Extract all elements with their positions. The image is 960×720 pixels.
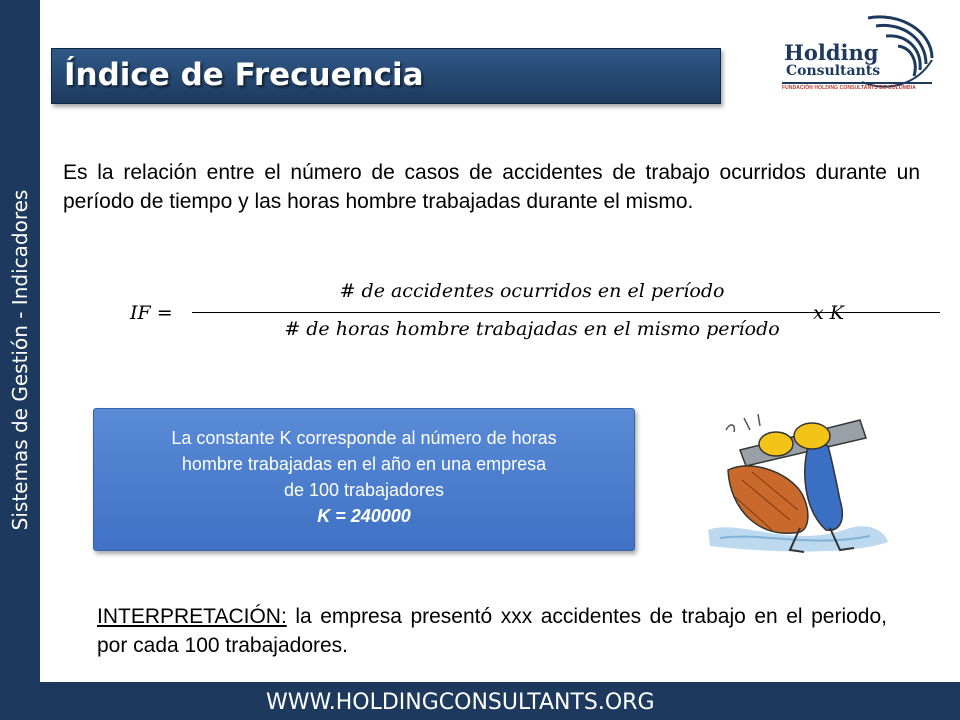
constant-box — [93, 408, 635, 551]
constant-line-1: La constante K corresponde al número de horas — [171, 428, 557, 448]
logo-tagline: FUNDACIÓN HOLDING CONSULTANTS DE COLOMBIA — [782, 85, 916, 91]
constant-value: K = 240000 — [317, 506, 411, 526]
interpretation-text — [97, 602, 887, 660]
formula-lhs: IF = — [130, 302, 173, 324]
formula-numerator: # de accidentes ocurridos en el período — [339, 280, 725, 302]
constant-line-3: de 100 trabajadores — [283, 480, 445, 500]
interpretation-label: INTERPRETACIÓN: — [97, 605, 287, 628]
title-banner — [51, 48, 721, 104]
workers-illustration — [700, 400, 890, 560]
formula-denominator: # de horas hombre trabajadas en el mismo período — [284, 318, 780, 340]
constant-line-2: hombre trabajadas en el año en una empresa — [181, 454, 547, 474]
definition-text: Es la relación entre el número de casos de accidentes de trabajo ocurridos durante un período de tiempo y las horas hombre trabajadas durante el mismo. — [63, 161, 920, 213]
company-logo — [776, 10, 936, 94]
interpretation-body: la empresa presentó xxx accidentes de trabajo en el periodo, por cada 100 trabajadores. — [97, 605, 887, 657]
logo-word-holding: Holding — [784, 40, 879, 65]
formula-rhs: x K — [813, 302, 844, 324]
sidebar-title: Sistemas de Gestión - Indicadores — [8, 189, 32, 531]
logo-word-consultants: Consultants — [786, 63, 881, 79]
frequency-formula — [130, 280, 860, 350]
slide-title: Índice de Frecuencia — [64, 57, 424, 93]
footer-url[interactable]: WWW.HOLDINGCONSULTANTS.ORG — [266, 690, 655, 715]
